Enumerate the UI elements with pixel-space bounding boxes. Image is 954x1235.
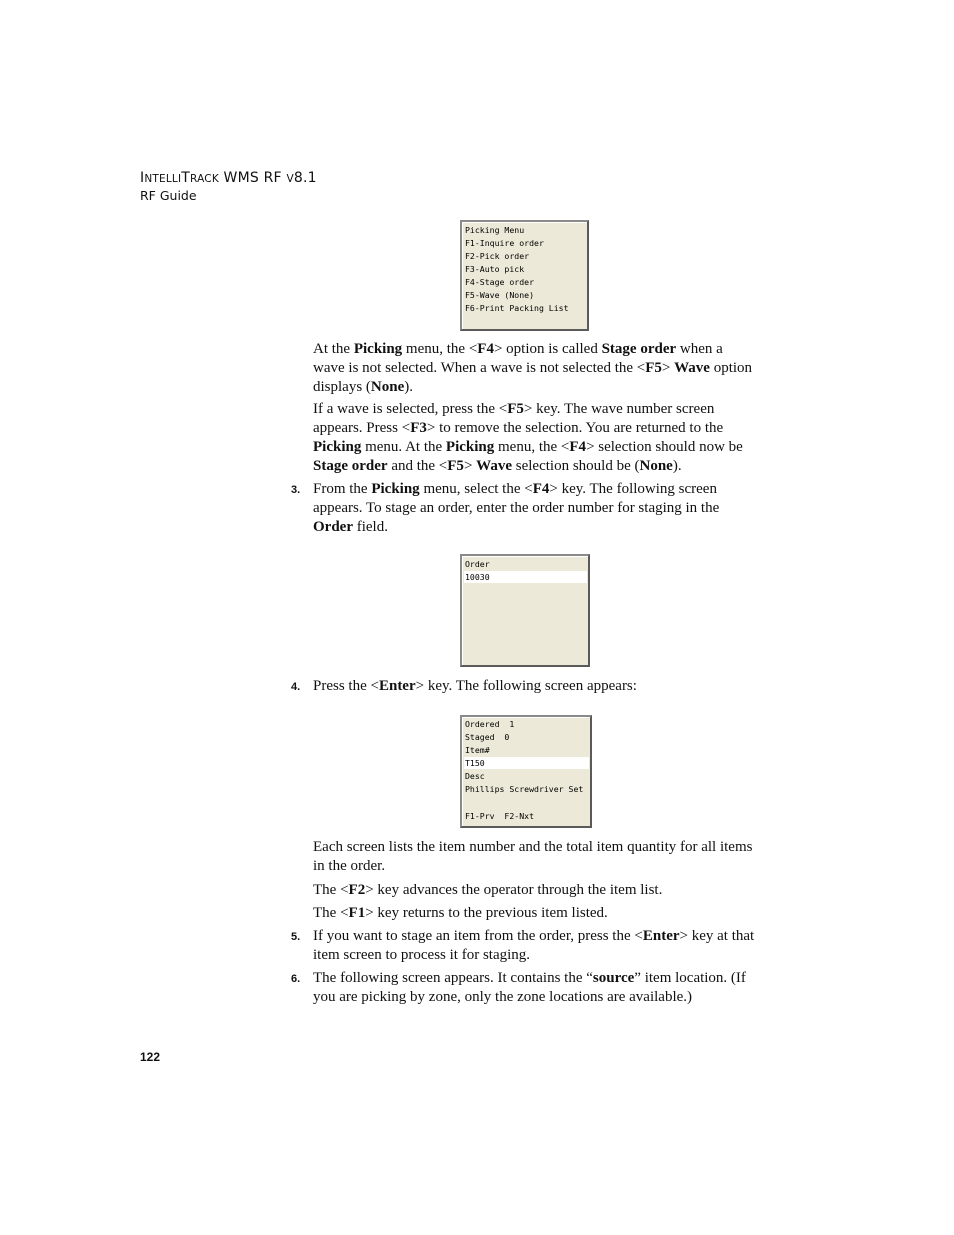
paragraph-f1-key: The <F1> key returns to the previous item listed.	[313, 905, 608, 921]
header-small-caps-1: NTELLI	[144, 173, 182, 185]
step-number-5: 5.	[291, 931, 301, 943]
step-number-6: 6.	[291, 973, 301, 985]
header-t: T	[181, 170, 191, 186]
rf-line: Picking Menu	[465, 225, 525, 235]
rf-line: F2-Pick order	[465, 251, 530, 261]
step-number-3: 3.	[291, 484, 301, 496]
rf-screen-stage-item	[460, 715, 592, 828]
header-small-caps-2: RACK	[190, 173, 219, 185]
rf-item-label: Item#	[465, 745, 490, 755]
rf-function-keys: F1-Prv F2-Nxt	[465, 811, 535, 821]
rf-staged-line: Staged 0	[465, 732, 510, 742]
paragraph-step-4: Press the <Enter> key. The following screen appears:	[313, 678, 637, 694]
rf-desc-value: Phillips Screwdriver Set	[465, 784, 584, 794]
running-header-guide: RF Guide	[140, 188, 197, 203]
rf-item-field[interactable]: T150	[464, 757, 589, 769]
header-product-rest: WMS RF	[218, 170, 287, 186]
rf-ordered-line: Ordered 1	[465, 719, 515, 729]
rf-order-field[interactable]: 10030	[464, 571, 587, 583]
paragraph-step-3: From the Picking menu, select the <F4> key. The following screen appears. To stage an order, enter the order number for staging in the Order field.	[313, 481, 720, 535]
paragraph-screen-lists: Each screen lists the item number and the total item quantity for all items in the order.	[313, 839, 753, 874]
paragraph-step-5: If you want to stage an item from the order, press the <Enter> key at that item screen to process it for staging.	[313, 928, 755, 963]
paragraph-f2-key: The <F2> key advances the operator through the item list.	[313, 882, 663, 898]
rf-screen-order-entry	[460, 554, 590, 667]
header-version-number: 8.1	[293, 170, 317, 186]
rf-line: F1-Inquire order	[465, 238, 544, 248]
rf-line: F3-Auto pick	[465, 264, 525, 274]
rf-line: F4-Stage order	[465, 277, 535, 287]
rf-line: F6-Print Packing List	[465, 303, 569, 313]
step-number-4: 4.	[291, 681, 301, 693]
paragraph-wave-selected: If a wave is selected, press the <F5> key. The wave number screen appears. Press <F3> to remove the selection. You are returned to the Picking menu. At the Picking menu, the <F4> selection should now be Stage order and the <F5> Wave selection should be (None).	[313, 401, 743, 474]
paragraph-step-6: The following screen appears. It contains the “source” item location. (If you are picking by zone, only the zone locations are available.)	[313, 970, 746, 1005]
running-header-title	[140, 170, 317, 186]
header-version-v: V	[286, 173, 294, 185]
page-number: 122	[140, 1050, 161, 1064]
rf-order-label: Order	[465, 559, 490, 569]
header-prefix: I	[140, 170, 145, 186]
rf-screen-picking-menu	[460, 220, 589, 331]
rf-line: F5-Wave (None)	[465, 290, 535, 300]
rf-desc-label: Desc	[465, 771, 485, 781]
paragraph-stage-order: At the Picking menu, the <F4> option is called Stage order when a wave is not selected. When a wave is not selected the <F5> Wave option displays (None).	[313, 341, 753, 395]
